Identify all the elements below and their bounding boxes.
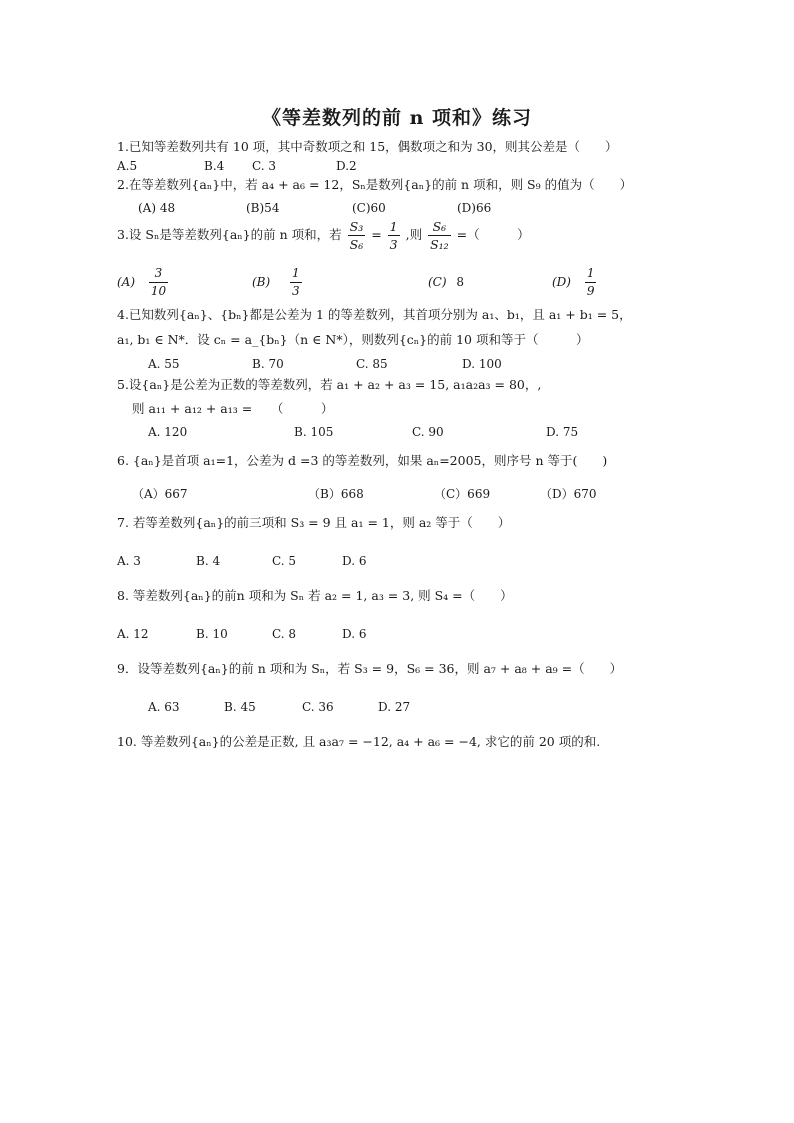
q1-option-c: C. 3	[252, 159, 277, 173]
q3-stem-part-a: 3.设 Sₙ是等差数列{aₙ}的前 n 项和，若	[117, 227, 342, 242]
q3-option-a-denominator: 10	[150, 284, 167, 298]
q7-option-a: A. 3	[117, 554, 141, 568]
q3-option-d-numerator: 1	[585, 265, 597, 283]
question-6-stem: 6. {aₙ}是首项 a₁=1，公差为 d =3 的等差数列，如果 aₙ=2005，则序号 n 等于( )	[117, 453, 608, 468]
q3-option-a	[117, 265, 170, 300]
q6-option-a: （A）667	[132, 487, 188, 501]
q2-option-b: (B)54	[246, 201, 280, 215]
q3-frac2-numerator: 1	[389, 219, 398, 234]
q3-equals-sign: =	[371, 227, 382, 242]
q1-option-a: A.5	[117, 159, 138, 173]
q4-option-d: D. 100	[462, 357, 502, 371]
q6-option-b: （B）668	[308, 487, 364, 501]
question-9-stem: 9．设等差数列{aₙ}的前 n 项和为 Sₙ，若 S₃ = 9，S₆ = 36，则 a₇ + a₈ + a₉ =（ ）	[117, 661, 623, 676]
q3-option-b-numerator: 1	[290, 265, 302, 283]
q6-option-c: （C）669	[434, 487, 491, 501]
q3-frac1-numerator: S₃	[349, 219, 364, 234]
q6-option-d: （D）670	[540, 487, 597, 501]
q9-option-c: C. 36	[302, 700, 334, 714]
q2-option-d: (D)66	[457, 201, 492, 215]
q8-option-b: B. 10	[196, 627, 228, 641]
q2-option-c: (C)60	[352, 201, 386, 215]
question-3-stem	[117, 218, 530, 253]
q4-option-b: B. 70	[252, 357, 284, 371]
q7-option-d: D. 6	[342, 554, 367, 568]
q3-frac2-denominator: 3	[389, 237, 398, 252]
question-2-stem: 2.在等差数列{aₙ}中，若 a₄ + a₆ = 12，Sₙ是数列{aₙ}的前 n 项和，则 S₉ 的值为（ ）	[117, 177, 633, 192]
q3-option-b	[252, 265, 304, 300]
question-8-stem: 8. 等差数列{aₙ}的前n 项和为 Sₙ 若 a₂ = 1, a₃ = 3, 则 S₄ =（ ）	[117, 588, 513, 603]
question-5-stem-line-2: 则 a₁₁ + a₁₂ + a₁₃ = （ ）	[132, 401, 334, 416]
q3-stem-part-c: =（ ）	[456, 227, 530, 242]
q9-option-b: B. 45	[224, 700, 256, 714]
question-4-stem-line-1: 4.已知数列{aₙ}、{bₙ}都是公差为 1 的等差数列，其首项分别为 a₁、b₁，且 a₁ + b₁ = 5，	[117, 307, 632, 322]
q8-option-d: D. 6	[342, 627, 367, 641]
q1-option-b: B.4	[204, 159, 225, 173]
q5-option-b: B. 105	[294, 425, 334, 439]
q9-option-d: D. 27	[378, 700, 411, 714]
q3-fraction-one-third	[388, 218, 400, 253]
q3-option-b-denominator: 3	[292, 284, 300, 298]
q4-option-a: A. 55	[148, 357, 180, 371]
q3-option-c-value: 8	[456, 275, 465, 289]
q3-frac1-denominator: S₆	[349, 237, 364, 252]
q2-option-a: (A) 48	[138, 201, 176, 215]
question-5-stem-line-1: 5.设{aₙ}是公差为正数的等差数列，若 a₁ + a₂ + a₃ = 15, a₁a₂a₃ = 80，,	[117, 377, 542, 392]
q3-option-d-denominator: 9	[586, 284, 595, 298]
q5-option-c: C. 90	[412, 425, 444, 439]
q3-fraction-s3-s6	[348, 218, 366, 253]
q3-option-b-label: (B)	[252, 275, 271, 289]
q3-option-a-fraction	[149, 265, 168, 300]
q3-option-a-numerator: 3	[149, 265, 168, 283]
question-10-stem: 10. 等差数列{aₙ}的公差是正数, 且 a₃a₇ = −12, a₄ + a₆ = −4, 求它的前 20 项的和.	[117, 734, 601, 749]
page-title: 《等差数列的前 n 项和》练习	[261, 107, 533, 129]
q5-option-a: A. 120	[148, 425, 188, 439]
q3-frac3-denominator: S₁₂	[430, 237, 449, 252]
q3-option-d-fraction	[585, 265, 597, 300]
q8-option-a: A. 12	[117, 627, 149, 641]
q8-option-c: C. 8	[272, 627, 297, 641]
q3-option-a-label: (A)	[117, 275, 136, 289]
q3-option-b-fraction	[290, 265, 302, 300]
question-7-stem: 7. 若等差数列{aₙ}的前三项和 S₃ = 9 且 a₁ = 1，则 a₂ 等于（ ）	[117, 515, 511, 530]
q7-option-c: C. 5	[272, 554, 297, 568]
q1-option-d: D.2	[336, 159, 357, 173]
q7-option-b: B. 4	[196, 554, 221, 568]
q3-option-c-label: (C)	[428, 275, 447, 289]
question-1-stem: 1.已知等差数列共有 10 项，其中奇数项之和 15，偶数项之和为 30，则其公差是（ ）	[117, 139, 618, 154]
q3-option-c	[428, 274, 464, 290]
q4-option-c: C. 85	[356, 357, 388, 371]
q3-option-d	[552, 265, 598, 300]
q3-stem-part-b: ,则	[405, 227, 423, 242]
q9-option-a: A. 63	[148, 700, 180, 714]
question-4-stem-line-2: a₁, b₁ ∈ N*．设 cₙ = a_{bₙ}（n ∈ N*），则数列{cₙ}的前 10 项和等于（ ）	[117, 332, 589, 347]
q3-option-d-label: (D)	[552, 275, 571, 289]
q5-option-d: D. 75	[546, 425, 579, 439]
q3-frac3-numerator: S₆	[428, 218, 451, 236]
q3-fraction-s6-s12	[428, 218, 451, 253]
